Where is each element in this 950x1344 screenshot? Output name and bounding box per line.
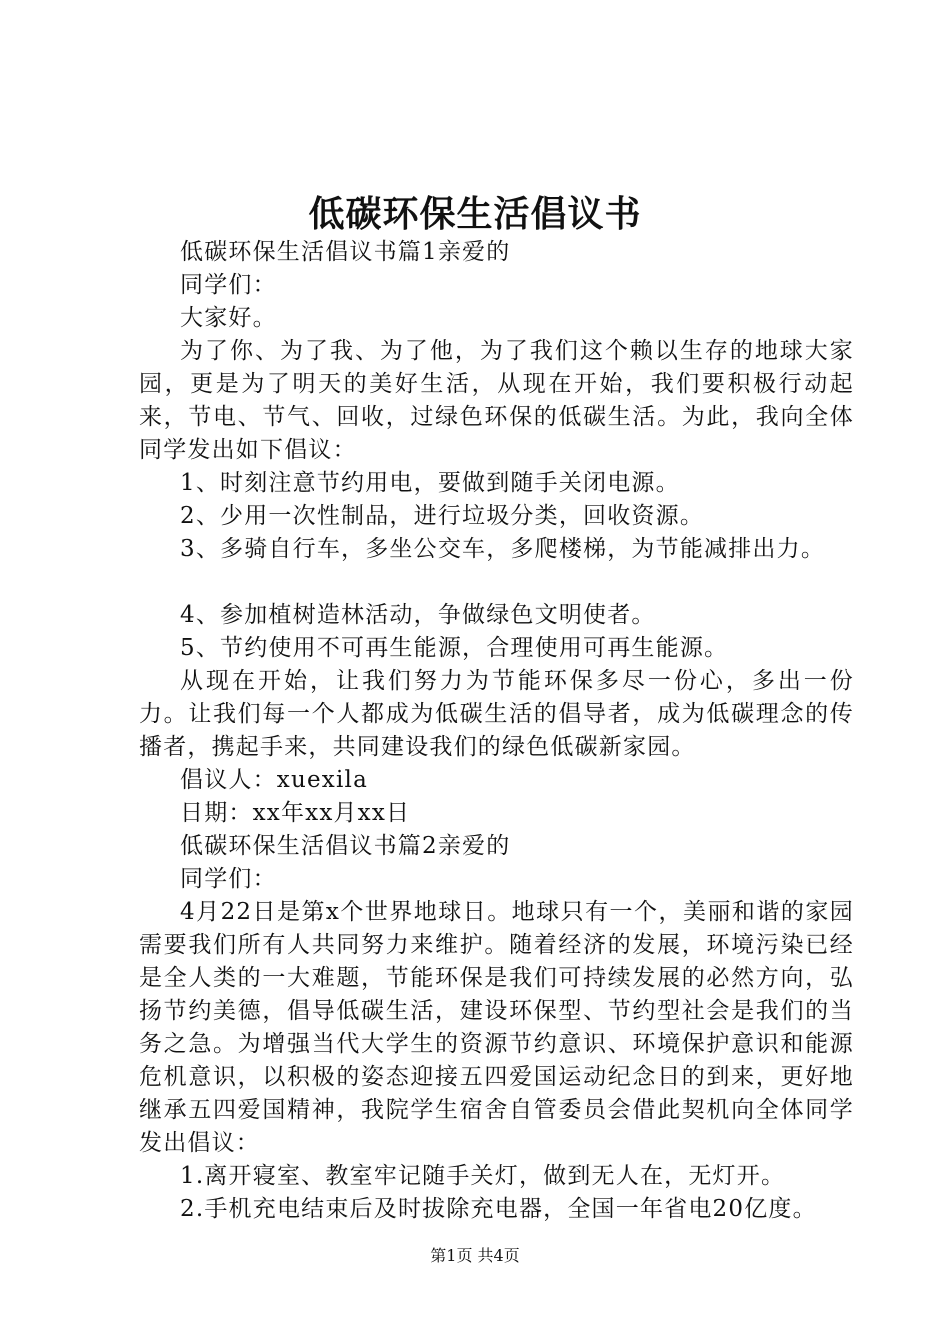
page-number: 第1页 共4页: [430, 1246, 520, 1265]
paragraph-conclusion: 从现在开始，让我们努力为节能环保多尽一份心，多出一份力。让我们每一个人都成为低碳生活的倡导者，成为低碳理念的传播者，携起手来，共同建设我们的绿色低碳新家园。: [139, 668, 854, 760]
paragraph-salutation: 同学们：: [180, 272, 277, 298]
document-body: [139, 236, 854, 1226]
paragraph-intro: 为了你、为了我、为了他，为了我们这个赖以生存的地球大家园，更是为了明天的美好生活，从现在开始，我们要积极行动起来，节电、节气、回收，过绿色环保的低碳生活。为此，我向全体同学发出如下倡议：: [139, 338, 854, 463]
list-item: 4、参加植树造林活动，争做绿色文明使者。: [180, 602, 656, 628]
paragraph-salutation: 同学们：: [180, 866, 277, 892]
blank-line: [139, 566, 854, 599]
paragraph-letter-2-heading: 低碳环保生活倡议书篇2亲爱的: [180, 833, 511, 859]
list-item: 2、少用一次性制品，进行垃圾分类，回收资源。: [180, 503, 705, 529]
list-item: 5、节约使用不可再生能源，合理使用可再生能源。: [180, 635, 729, 661]
paragraph-date: 日期：xx年xx月xx日: [180, 800, 411, 826]
list-item: 2.手机充电结束后及时拔除充电器，全国一年省电20亿度。: [180, 1196, 817, 1222]
list-item: 3、多骑自行车，多坐公交车，多爬楼梯，为节能减排出力。: [180, 536, 826, 562]
document-title: 低碳环保生活倡议书: [308, 193, 642, 235]
paragraph-letter-1-heading: 低碳环保生活倡议书篇1亲爱的: [180, 239, 511, 265]
paragraph-greeting: 大家好。: [180, 305, 277, 331]
list-item: 1.离开寝室、教室牢记随手关灯，做到无人在，无灯开。: [180, 1163, 786, 1189]
list-item: 1、时刻注意节约用电，要做到随手关闭电源。: [180, 470, 680, 496]
paragraph-signature: 倡议人：xuexila: [180, 767, 368, 793]
paragraph-earth-day: 4月22日是第x个世界地球日。地球只有一个，美丽和谐的家园需要我们所有人共同努力来维护。随着经济的发展，环境污染已经是全人类的一大难题，节能环保是我们可持续发展的必然方向，弘扬节约美德，倡导低碳生活，建设环保型、节约型社会是我们的当务之急。为增强当代大学生的资源节约意识、环境保护意识和能源危机意识，以积极的姿态迎接五四爱国运动纪念日的到来，更好地继承五四爱国精神，我院学生宿舍自管委员会借此契机向全体同学发出倡议：: [139, 899, 854, 1156]
